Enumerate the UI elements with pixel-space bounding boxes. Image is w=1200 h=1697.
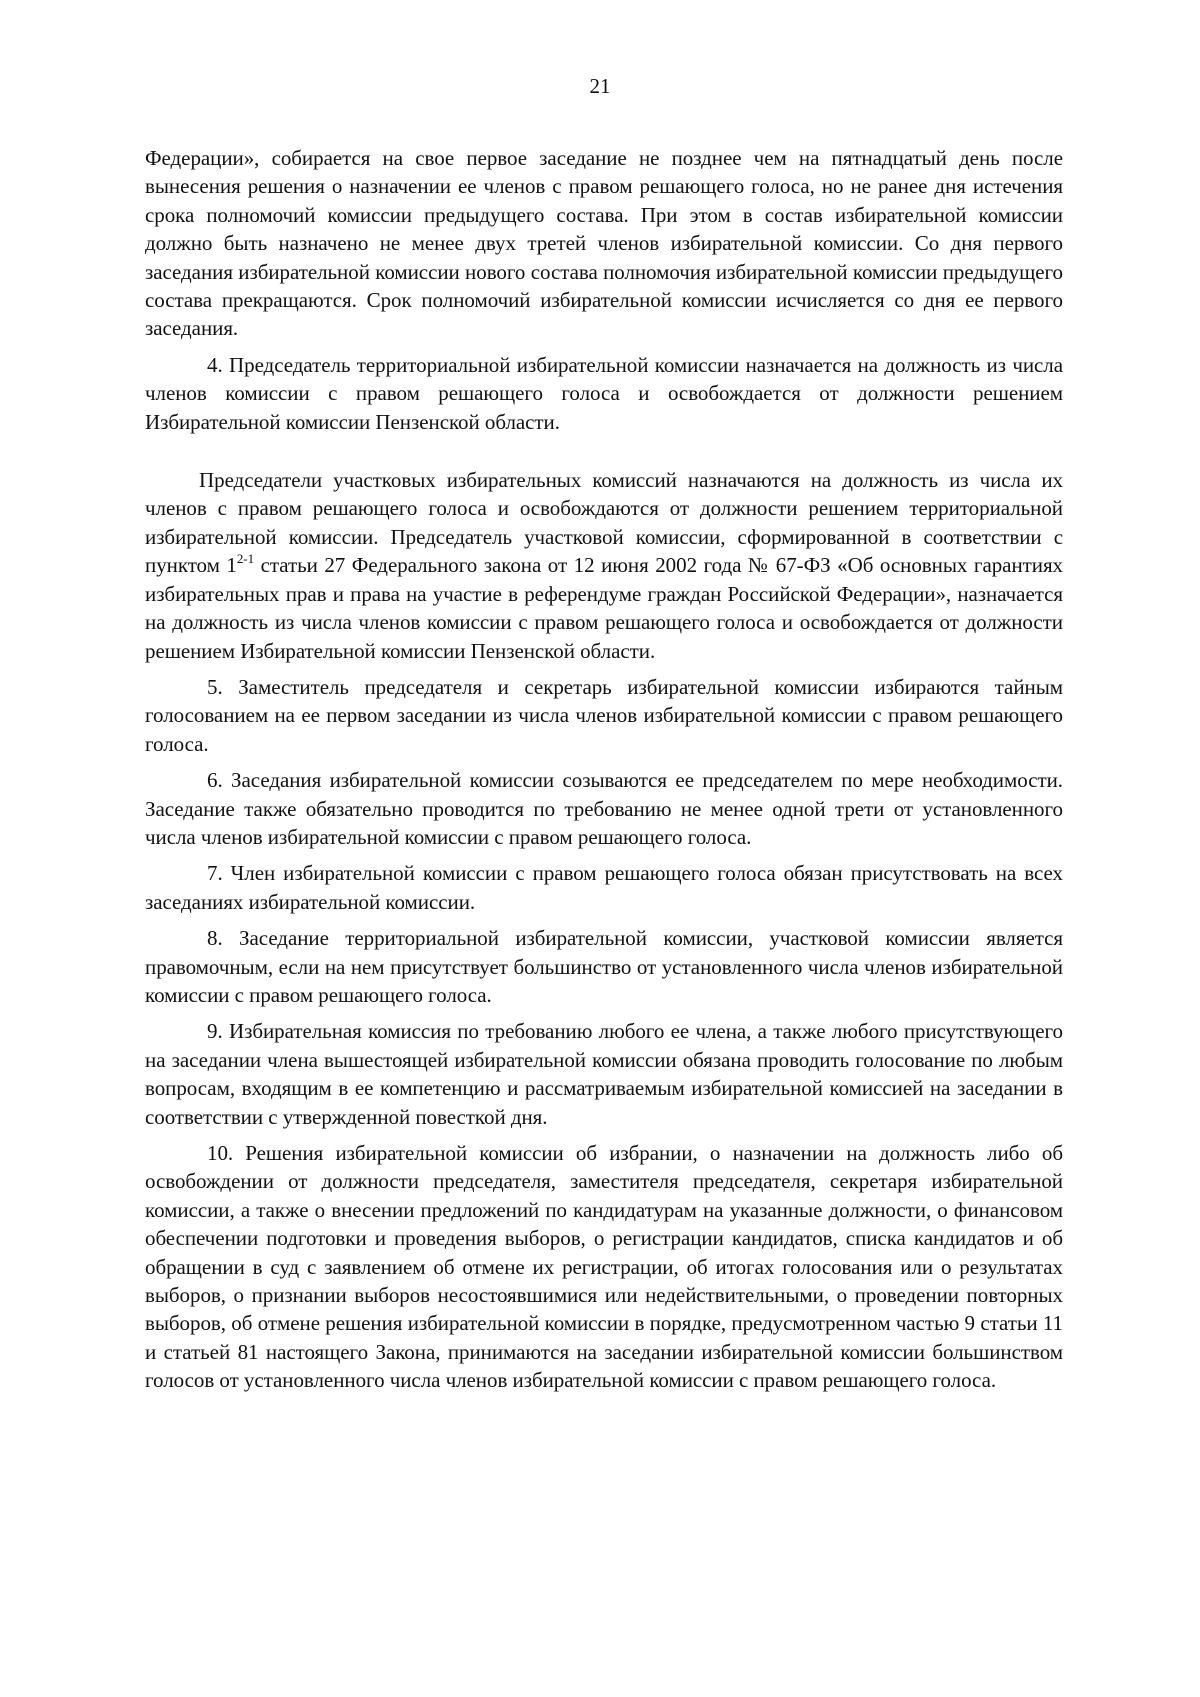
paragraph-4b-text-end: статьи 27 Федерального закона от 12 июня 2002 года № 67-ФЗ «Об основных гарантиях избирательных прав и права на участие в референдуме граждан Российской Федерации», назначается на должность из числа членов комиссии с правом решающего голоса и освобождается от должности решением Избирательной комиссии Пензенской области. — [145, 553, 1064, 663]
paragraph-8: 8. Заседание территориальной избирательной комиссии, участковой комиссии является правомочным, если на нем присутствует большинство от установленного числа членов избирательной комиссии с правом решающего голоса. — [145, 926, 1063, 1007]
paragraph-4: 4. Председатель территориальной избирательной комиссии назначается на должность из числа членов комиссии с правом решающего голоса и освобождается от должности решением Избирательной комиссии Пензенской области. — [145, 352, 1063, 434]
paragraph-4-precinct-chairs — [145, 466, 1063, 665]
paragraph-4b-text-start: Председатели участковых избирательных комиссий назначаются на должность из числа их членов с правом решающего голоса и освобождаются от должности решением территориальной избирательной комиссии. Председатель участковой комиссии, сформированной в соответствии с пунктом 1 — [145, 468, 1063, 578]
paragraph-10: 10. Решения избирательной комиссии об избрании, о назначении на должность либо об освобождении от должности председателя, заместителя председателя, секретаря избирательной комиссии, а также о внесении предложений по кандидатурам на указанные должности, о финансовом обеспечении подготовки и проведения выборов, о регистрации кандидатов, списка кандидатов и об обращении в суд с заявлением об отмене их регистрации, об итогах голосования или о результатах выборов, о признании выборов несостоявшимися или недействительными, о проведении повторных выборов, об отмене решения избирательной комиссии в порядке, предусмотренном частью 9 статьи 11 и статьей 81 настоящего Закона, принимаются на заседании избирательной комиссии большинством голосов от установленного числа членов избирательной комиссии с правом решающего голоса. — [145, 1141, 1063, 1393]
paragraph-5: 5. Заместитель председателя и секретарь избирательной комиссии избираются тайным голосованием на ее первом заседании из числа членов избирательной комиссии с правом решающего голоса. — [145, 674, 1063, 756]
paragraph-continuation: Федерации», собирается на свое первое заседание не позднее чем на пятнадцатый день после вынесения решения о назначении ее членов с правом решающего голоса, но не ранее дня истечения срока полномочий комиссии предыдущего состава. При этом в состав избирательной комиссии должно быть назначено не менее двух третей членов избирательной комиссии. Со дня первого заседания избирательной комиссии нового состава полномочия избирательной комиссии предыдущего состава прекращаются. Срок полномочий избирательной комиссии исчисляется со дня ее первого заседания. — [145, 146, 1063, 341]
paragraph-9: 9. Избирательная комиссия по требованию любого ее члена, а также любого присутствующего на заседании члена вышестоящей избирательной комиссии обязана проводить голосование по любым вопросам, входящим в ее компетенцию и рассматриваемым избирательной комиссией на заседании в соответствии с утвержденной повесткой дня. — [145, 1019, 1063, 1129]
paragraph-6: 6. Заседания избирательной комиссии созываются ее председателем по мере необходимости. Заседание также обязательно проводится по требованию не менее одной трети от установленного числа членов избирательной комиссии с правом решающего голоса. — [145, 768, 1063, 849]
superscript-point-number: 2-1 — [236, 551, 255, 567]
paragraph-7: 7. Член избирательной комиссии с правом решающего голоса обязан присутствовать на всех заседаниях избирательной комиссии. — [145, 861, 1063, 914]
page-number: 21 — [589, 74, 611, 98]
document-body — [145, 144, 1063, 1395]
